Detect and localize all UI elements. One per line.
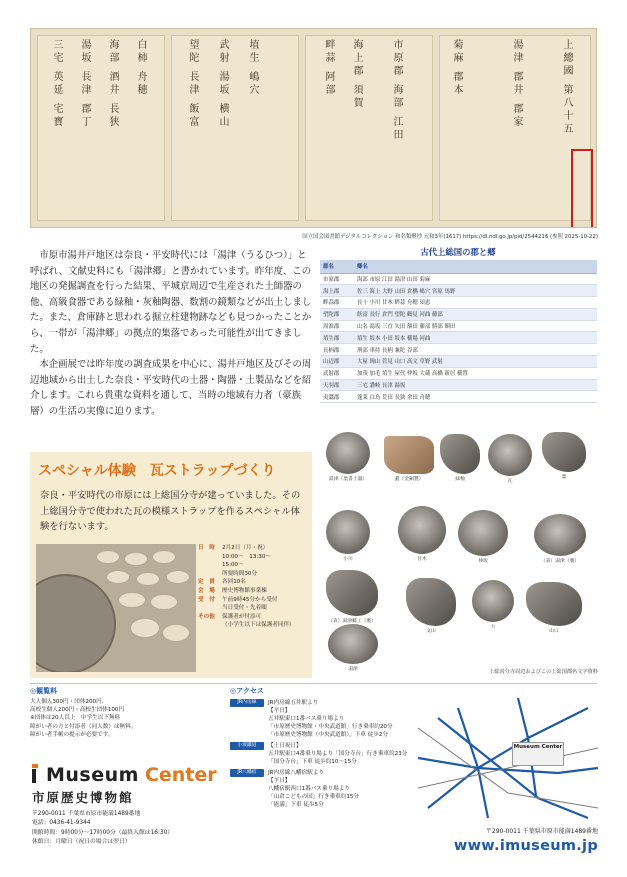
artifact-photo: [526, 582, 582, 634]
document-text-column: 畔蒜 阿部: [323, 39, 334, 98]
go-names-cell: 加茂 加毛 埴生 屋代 仲坂 大蔵 高橋 新居 横置: [354, 367, 597, 379]
route-description: [268, 769, 415, 809]
artifact-label: 文山: [426, 629, 436, 634]
experience-title: スペシャル体験 瓦ストラップづくり: [38, 463, 276, 479]
artifact-image: [440, 434, 480, 474]
document-text-column: 市原郡 海部 江田: [391, 39, 402, 143]
experience-info-row: [198, 587, 308, 596]
fee-line: 障がい者の方と付添者（同人数）は無料。: [30, 723, 137, 730]
route-description: [268, 699, 415, 739]
route-line: 「国分寺台」下車 徒歩約10〜15分: [268, 759, 357, 765]
route-line: 【平日】: [268, 778, 291, 784]
fees-heading: ◎観覧料: [30, 687, 58, 695]
route-line: 八幡宿駅西口1番バス乗り場より: [268, 786, 350, 792]
document-text-column: 海上郡 須賀: [351, 39, 362, 111]
table-row: [320, 273, 597, 285]
experience-info-label: 会 場: [198, 587, 215, 594]
artifact-photo: [472, 580, 514, 630]
experience-info-row: [198, 570, 308, 579]
experience-info-label: 日 時: [198, 545, 215, 551]
artifact-image: [326, 432, 370, 474]
artifact-label: 緑釉: [455, 477, 465, 482]
artifact-caption: 上総国分寺周辺およびこの上総国郡名文字資料: [489, 669, 598, 675]
tile-strap-image: [166, 570, 190, 584]
experience-info-value: 午前9時45分から受付: [222, 596, 278, 603]
gun-name-cell: 天羽郡: [320, 379, 354, 391]
route-tag: JR八幡宿: [230, 769, 264, 777]
access-route: [230, 699, 415, 739]
table-row: [320, 344, 597, 356]
contact-line: 休館日：月曜日（祝日の場合は翌日）: [32, 839, 131, 846]
artifact-photo: [458, 510, 508, 564]
historical-document-photo: [30, 28, 597, 228]
artifact-image: [472, 580, 514, 622]
table-row: [320, 285, 597, 297]
experience-info-label: [198, 621, 222, 630]
logo-mark-icon: [32, 764, 45, 783]
map-museum-badge: Museum Center: [512, 742, 564, 766]
experience-info-row: [198, 604, 308, 613]
fee-line: 障がい者手帳の提示が必要です。: [30, 731, 114, 738]
route-tag: JR内房線: [230, 699, 264, 707]
artifact-label: 湯津: [348, 667, 358, 672]
access-map: [418, 698, 598, 826]
go-names-cell: 飫富 長行 倉門 望陀 鶴見 河曲 藤部: [354, 308, 597, 320]
artifact-image: [398, 506, 446, 554]
table-row: [320, 332, 597, 344]
gun-name-cell: 夷灊郡: [320, 391, 354, 403]
go-names-cell: 三宅 讃岐 長津 湯坂: [354, 379, 597, 391]
artifact-label: 甘木: [417, 557, 427, 562]
experience-info-label: [198, 604, 222, 613]
table-row: [320, 356, 597, 368]
artifact-image: [526, 582, 582, 626]
tile-strap-image: [118, 592, 146, 608]
route-line: JR内房線五井駅より: [268, 700, 319, 706]
access-info: [230, 687, 415, 809]
tile-strap-image: [96, 550, 120, 564]
experience-info-value: 所要時間30分: [222, 570, 258, 577]
tile-strap-image: [124, 552, 148, 566]
route-tag: 小湊鐵道: [230, 742, 264, 750]
intro-text: [30, 248, 312, 420]
artifact-label: 仲坂: [478, 559, 488, 564]
intro-paragraph: 本企画展では昨年度の調査成果を中心に、湯井戸地区及びその周辺地域から出土した奈良・平安時代の土器・陶器・土製品などを紹介します。これら貴重な資料を通して、当時の地域有力者（豪族層）の生活の実像に迫ります。: [30, 359, 312, 417]
website-link[interactable]: www.imuseum.jp: [453, 838, 598, 854]
fee-line: 大人個人300円・団体200円、: [30, 699, 108, 705]
tile-strap-image: [136, 572, 160, 586]
route-line: 五井駅東口1番バス乗り場より: [268, 716, 345, 722]
route-description: [268, 742, 415, 766]
artifact-image: [326, 570, 378, 616]
experience-info-row: [198, 621, 308, 630]
route-line: 【土日祝日】: [268, 743, 302, 749]
logo-main-text: Museum: [46, 764, 139, 786]
artifact-image: [328, 624, 378, 664]
go-names-cell: 海部 市原 江田 湯津 山田 菊麻: [354, 273, 597, 285]
contact-line: 電話：0436-41-9344: [32, 820, 91, 827]
column-header: 郡名: [320, 260, 354, 273]
gun-table-title: 古代上総国の郡と郷: [420, 247, 496, 257]
artifact-label: 瓦: [507, 479, 513, 484]
logo-accent-text: Center: [144, 764, 217, 786]
route-line: 「能満」下車 徒歩5分: [268, 802, 324, 808]
map-road: [458, 708, 488, 818]
document-text-column: 白柿 舟穂: [135, 39, 146, 98]
document-text-column: 菊麻 郡本: [451, 39, 462, 98]
tile-strap-image: [152, 550, 176, 564]
route-line: 【平日】: [268, 708, 291, 714]
route-line: 「市原歴史博物館・中央武道館」行き乗車約20分: [268, 724, 393, 730]
artifact-label: 湯津（墨書土器）: [328, 477, 368, 482]
experience-info-row: [198, 578, 308, 587]
gun-name-cell: 周淮郡: [320, 320, 354, 332]
access-route: [230, 742, 415, 766]
experience-info-value: 各回10名: [222, 579, 246, 586]
artifact-photo: [326, 510, 370, 562]
map-address: 〒290-0011 千葉県市原市能満1489番地: [485, 828, 598, 835]
artifact-image: [488, 434, 532, 476]
table-row: [320, 379, 597, 391]
artifact-photo: [326, 570, 378, 624]
table-row: [320, 320, 597, 332]
fee-line: 高校生個人200円・高校生団体100円: [30, 707, 125, 714]
artifact-photo: [326, 432, 370, 482]
document-text-column: 望陀 長津 飯富: [187, 39, 198, 130]
table-row: [320, 391, 597, 403]
gun-name-cell: 山辺郡: [320, 356, 354, 368]
museum-logo: [32, 764, 217, 786]
admission-fees: [30, 687, 220, 739]
document-text-column: 湯津 郡井 郡家: [511, 39, 522, 130]
experience-info-label: 受 付: [198, 596, 215, 603]
experience-info-label: その他: [198, 613, 215, 620]
go-names-cell: 蓬莱 白鳥 荒田 長狭 余田 舟穂: [354, 391, 597, 403]
tile-strap-image: [150, 594, 178, 610]
yutsu-highlight-box: [571, 149, 593, 228]
artifact-image: [534, 514, 586, 556]
artifact-photo: [534, 514, 586, 564]
intro-paragraph: 市原市湯井戸地区は奈良・平安時代には「湯津（うるひつ）」と呼ばれ、文献史料にも「湯津郷」と書かれています。昨年度、この地区の発掘調査を行った結果、平城京周辺で生産された土師器の他、高級食器である緑釉・灰釉陶器、数割の鏡類などが出土しました。また、倉庫跡と思われる掘立柱建物跡なども見つかったことから、一帯が「湯津郷」の拠点的集落であった可能性が出てきました。: [30, 250, 312, 355]
access-heading: ◎アクセス: [230, 687, 264, 695]
map-railway: [418, 748, 598, 788]
artifact-image: [326, 510, 370, 554]
route-line: JR内房線八幡宿駅より: [268, 770, 324, 776]
tile-strap-photo: [36, 544, 196, 672]
experience-info-label: [198, 570, 222, 579]
special-experience-box: [30, 452, 312, 678]
experience-info-value: 当日受付・先着順: [222, 605, 267, 612]
artifact-image: [458, 510, 508, 556]
artifact-label: 蓋（金銅製）: [394, 477, 424, 482]
route-line: 五井駅東口4番乗り場より「国分寺台」行き乗車約23分: [268, 751, 408, 757]
artifact-photo: [328, 624, 378, 672]
artifact-photo: [542, 432, 586, 480]
experience-info-row: [198, 561, 308, 570]
go-names-cell: 佐三 海上 大野 山田 倉橋 嶋穴 宮原 馬野: [354, 285, 597, 297]
tile-strap-image: [162, 624, 190, 642]
artifact-label: （表）湯津（裏）: [540, 559, 580, 564]
contact-info: [32, 810, 232, 848]
experience-info-value: （小学生以下は保護者同伴）: [222, 622, 295, 629]
gun-name-cell: 望陀郡: [320, 308, 354, 320]
artifact-image: [542, 432, 586, 472]
tile-strap-image: [130, 618, 160, 638]
experience-info: [198, 544, 308, 630]
map-road: [418, 758, 598, 773]
document-text-column: 三宅 英延 宅寳: [51, 39, 62, 130]
gun-name-cell: 長柄郡: [320, 344, 354, 356]
experience-description: 奈良・平安時代の市原には上総国分寺が建っていました。その上総国分寺で使われた瓦の模様ストラップを作るスペシャル体験を行ないます。: [40, 490, 301, 533]
column-header: 郷名: [354, 260, 597, 273]
artifact-photo: [488, 434, 532, 484]
experience-info-value: 10:00〜 13:30〜: [222, 553, 272, 560]
document-text-column: 埴生 嶋穴: [247, 39, 258, 98]
table-row: [320, 297, 597, 309]
go-names-cell: 刑部 車持 長柄 兼陀 谷部: [354, 344, 597, 356]
go-names-cell: 埴生 坂本 小田 坂本 横場 河曲: [354, 332, 597, 344]
go-names-cell: 長十 小川 甘木 畔蒜 舟穂 須恵: [354, 297, 597, 309]
tile-strap-image: [106, 570, 130, 584]
experience-info-label: 定 員: [198, 579, 215, 586]
artifact-photo: [398, 506, 446, 562]
go-names-cell: 山名 湯坂 三直 矢田 額田 藤部 勝部 額田: [354, 320, 597, 332]
document-text-column: 上總國 第八十五: [561, 39, 572, 137]
gun-name-cell: 武射郡: [320, 367, 354, 379]
contact-line: 開館時間：9時00分〜17時00分（最終入館は16:30）: [32, 829, 174, 836]
experience-info-label: [198, 561, 222, 570]
artifact-image: [406, 578, 456, 626]
artifact-photo: [406, 578, 456, 634]
artifact-label: 墨: [561, 475, 567, 480]
access-route: [230, 769, 415, 809]
gun-name-cell: 埴生郡: [320, 332, 354, 344]
experience-info-row: [198, 596, 308, 605]
table-header-row: [320, 260, 597, 273]
artifact-label: 山口: [549, 629, 559, 634]
experience-info-value: 歴史博物館事業棟: [222, 587, 267, 594]
experience-info-value: 15:00〜: [222, 562, 244, 569]
fee-line: ※団体は20人以上 中学生以下無料: [30, 715, 121, 722]
table-row: [320, 308, 597, 320]
roof-tile-image: [36, 574, 116, 672]
gun-name-cell: 市原郡: [320, 273, 354, 285]
section-divider: [30, 683, 597, 684]
route-line: 「市原歴史博物館（中央武道館）」下車 徒歩2分: [268, 732, 389, 738]
gun-name-cell: 海上郡: [320, 285, 354, 297]
table-row: [320, 367, 597, 379]
experience-info-value: 2月2日（月・祝）: [222, 545, 269, 551]
artifact-photo: [384, 436, 434, 482]
map-roads-graphic: [418, 698, 598, 826]
document-text-column: 武射 湯坂 横山: [217, 39, 228, 130]
artifact-label: 小川: [343, 557, 353, 562]
artifact-image: [384, 436, 434, 474]
experience-info-row: [198, 613, 308, 622]
go-names-cell: 大屋 岡山 管見 山口 高文 草野 武射: [354, 356, 597, 368]
artifact-label: （表）湯津郷工（裏）: [328, 619, 376, 624]
experience-info-label: [198, 553, 222, 562]
route-line: 「山倉こどもの国」行き乗車約15分: [268, 794, 360, 800]
document-text-column: 湯坂 長津 郡丁: [79, 39, 90, 130]
contact-line: 〒290-0011 千葉県市原市能満1489番地: [32, 811, 141, 817]
document-text-column: 海部 酒井 長狭: [107, 39, 118, 130]
artifact-photo: [440, 434, 480, 482]
experience-info-row: [198, 544, 308, 553]
gun-go-table: [320, 260, 597, 403]
museum-name: 市原歴史博物館: [32, 790, 134, 805]
experience-info-value: 保護者が付添可: [222, 613, 262, 620]
gun-name-cell: 畔蒜郡: [320, 297, 354, 309]
artifact-label: 大: [490, 625, 496, 630]
experience-info-row: [198, 553, 308, 562]
document-photo-caption: 国立国会図書館デジタルコレクション 和名類聚抄 元和3年(1617) https://dl.ndl.go.jp/pid/2544216 (参照 2025-10-22): [302, 234, 598, 240]
